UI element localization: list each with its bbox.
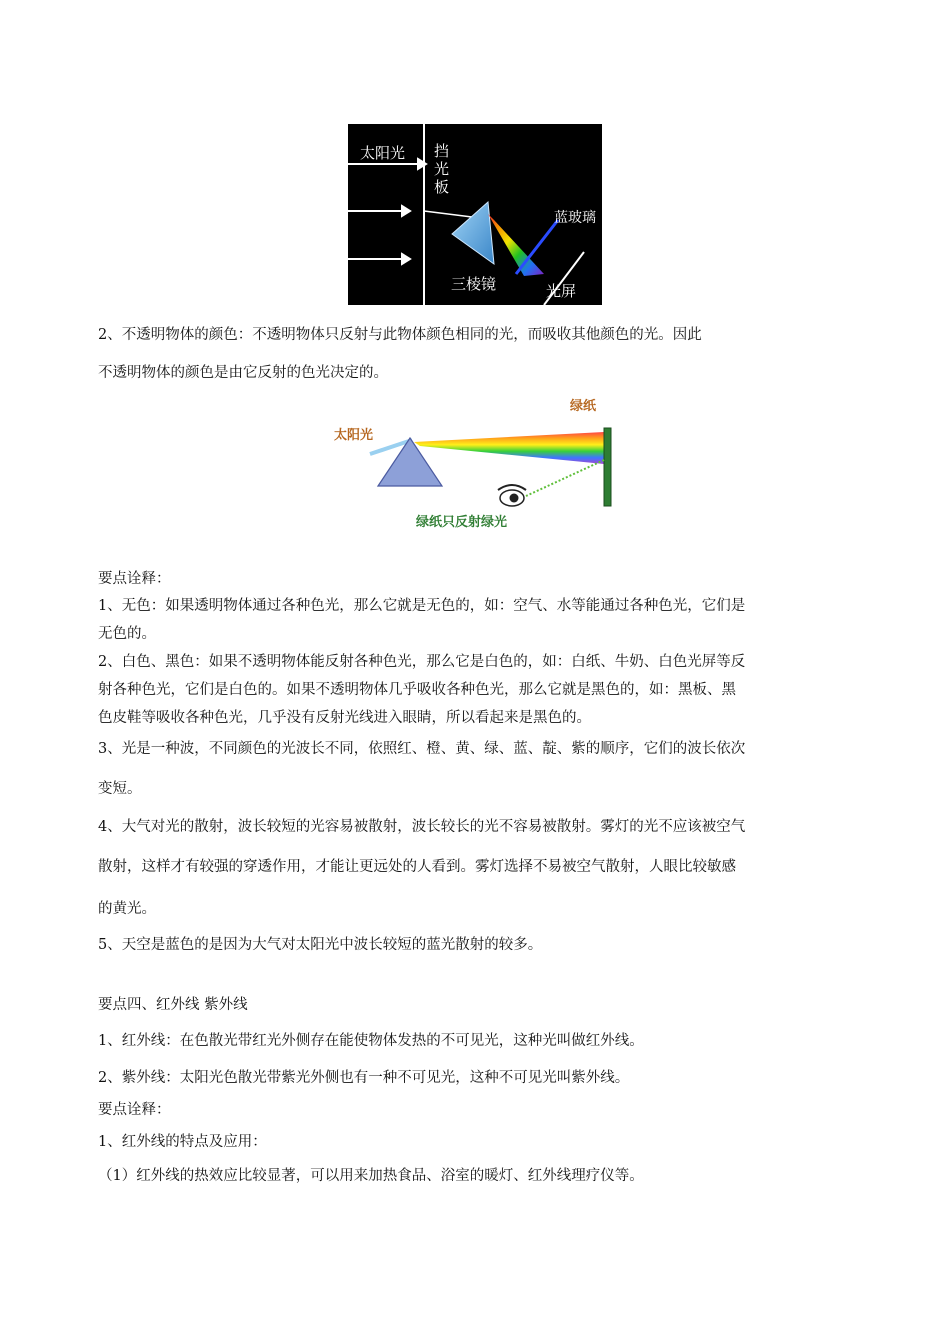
section4-item2: 2、紫外线：太阳光色散光带紫光外侧也有一种不可见光，这种不可见光叫紫外线。 <box>98 1070 630 1086</box>
notes1-heading: 要点诠释： <box>98 571 171 587</box>
section4-sub1-a: （1）红外线的热效应比较显著，可以用来加热食品、浴室的暖灯、红外线理疗仪等。 <box>98 1168 644 1184</box>
label-prism: 三棱镜 <box>451 275 497 293</box>
label-blue-glass: 蓝玻璃 <box>554 210 596 226</box>
section4-item1: 1、红外线：在色散光带红光外侧存在能使物体发热的不可见光，这种光叫做红外线。 <box>98 1033 644 1049</box>
section2-line2: 不透明物体的颜色是由它反射的色光决定的。 <box>98 365 388 381</box>
label-green-paper: 绿纸 <box>570 399 597 414</box>
section4-sub1: 1、红外线的特点及应用： <box>98 1134 267 1150</box>
notes1-item4-line3: 的黄光。 <box>98 901 156 917</box>
notes1-item2-line3: 色皮鞋等吸收各种色光，几乎没有反射光线进入眼睛，所以看起来是黑色的。 <box>98 710 591 726</box>
label-board-1: 挡 <box>434 142 450 160</box>
notes1-item2-line1: 2、白色、黑色：如果不透明物体能反射各种色光，那么它是白色的，如：白纸、牛奶、白色光屏等反 <box>98 654 746 670</box>
label-screen: 光屏 <box>546 282 577 300</box>
notes1-item1-line1: 1、无色：如果透明物体通过各种色光，那么它就是无色的，如：空气、水等能通过各种色光，它们是 <box>98 598 746 614</box>
label-sunlight: 太阳光 <box>360 144 406 162</box>
label-board-3: 板 <box>434 178 450 196</box>
notes1-item4-line2: 散射，这样才有较强的穿透作用，才能让更远处的人看到。雾灯选择不易被空气散射，人眼比较敏感 <box>98 859 736 875</box>
notes1-item3-line1: 3、光是一种波，不同颜色的光波长不同，依照红、橙、黄、绿、蓝、靛、紫的顺序，它们的波长依次 <box>98 741 746 757</box>
notes1-item3-line2: 变短。 <box>98 781 142 797</box>
section2-line1: 2、不透明物体的颜色：不透明物体只反射与此物体颜色相同的光，而吸收其他颜色的光。因此 <box>98 327 702 343</box>
notes1-item1-line2: 无色的。 <box>98 626 156 642</box>
label-board-2: 光 <box>434 160 450 178</box>
spectrum-band <box>414 432 604 464</box>
caption-green-paper: 绿纸只反射绿光 <box>416 515 508 530</box>
notes1-item5: 5、天空是蓝色的是因为大气对太阳光中波长较短的蓝光散射的较多。 <box>98 937 543 953</box>
prism-dispersion-figure <box>348 124 602 305</box>
eye-icon <box>498 485 526 506</box>
label-sunlight-2: 太阳光 <box>334 428 374 443</box>
section4-heading: 要点四、红外线 紫外线 <box>98 997 248 1013</box>
green-paper-board <box>604 428 611 506</box>
notes1-item4-line1: 4、大气对光的散射，波长较短的光容易被散射，波长较长的光不容易被散射。雾灯的光不应该被空气 <box>98 819 746 835</box>
green-paper-figure <box>330 392 620 534</box>
section4-notes-heading: 要点诠释： <box>98 1102 171 1118</box>
reflected-green-ray <box>526 460 604 496</box>
notes1-item2-line2: 射各种色光，它们是白色的。如果不透明物体几乎吸收各种色光，那么它就是黑色的，如：黑板、黑 <box>98 682 736 698</box>
